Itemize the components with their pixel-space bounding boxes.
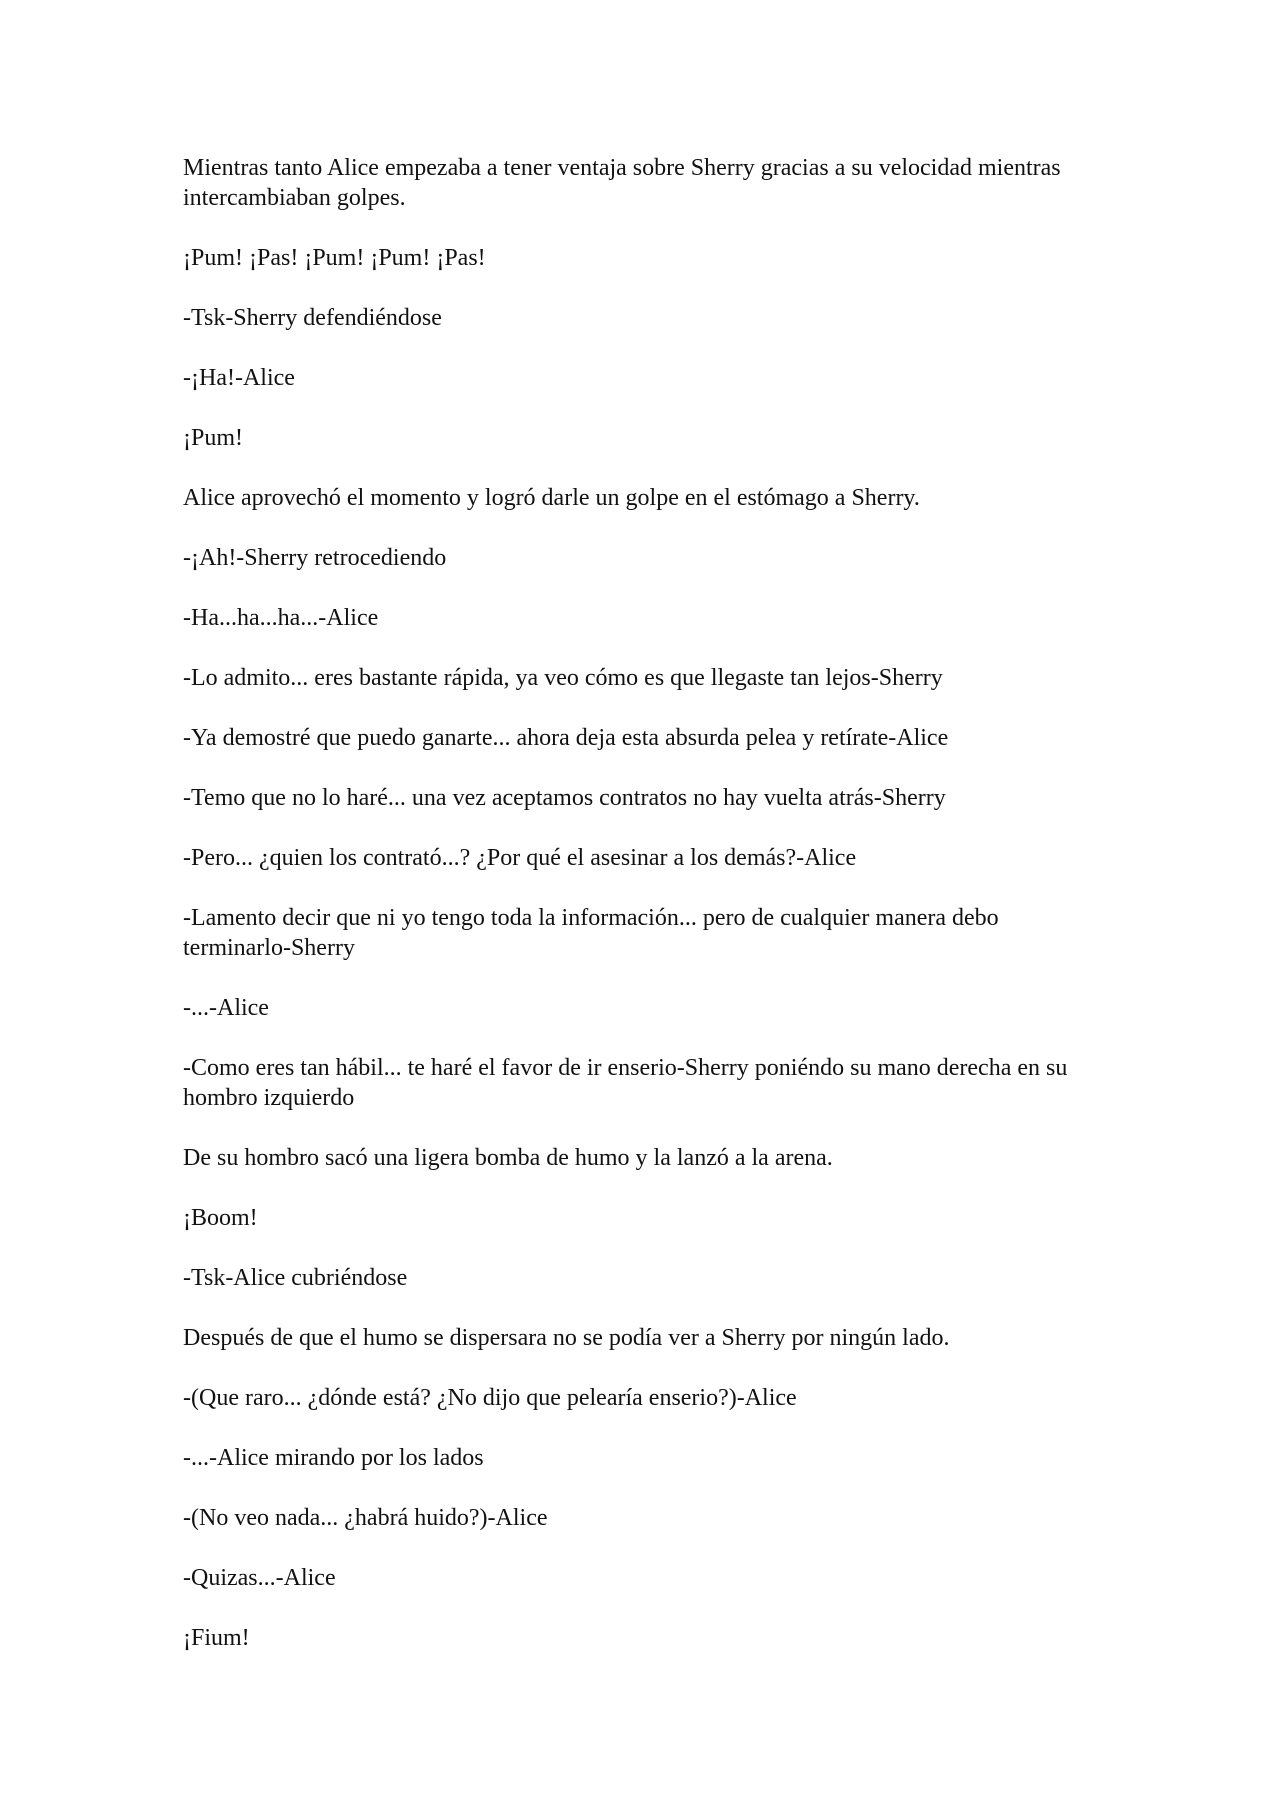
paragraph: -Temo que no lo haré... una vez aceptamos contratos no hay vuelta atrás-Sherry bbox=[183, 785, 946, 811]
paragraph: Mientras tanto Alice empezaba a tener ventaja sobre Sherry gracias a su velocidad mientras intercambiaban golpes. bbox=[183, 155, 1061, 211]
paragraph: ¡Pum! bbox=[183, 425, 243, 451]
paragraph: ¡Pum! ¡Pas! ¡Pum! ¡Pum! ¡Pas! bbox=[183, 245, 486, 271]
paragraph: -Lo admito... eres bastante rápida, ya veo cómo es que llegaste tan lejos-Sherry bbox=[183, 665, 943, 691]
paragraph: ¡Fium! bbox=[183, 1625, 250, 1651]
paragraph: -Quizas...-Alice bbox=[183, 1565, 336, 1591]
paragraph: -¡Ah!-Sherry retrocediendo bbox=[183, 545, 447, 571]
paragraph: -(No veo nada... ¿habrá huido?)-Alice bbox=[183, 1505, 548, 1531]
paragraph: -Tsk-Alice cubriéndose bbox=[183, 1265, 408, 1291]
paragraph: -Pero... ¿quien los contrató...? ¿Por qué el asesinar a los demás?-Alice bbox=[183, 845, 857, 871]
paragraph: Después de que el humo se dispersara no se podía ver a Sherry por ningún lado. bbox=[183, 1325, 950, 1351]
paragraph: ¡Boom! bbox=[183, 1205, 258, 1231]
paragraph: -Lamento decir que ni yo tengo toda la información... pero de cualquier manera debo terminarlo-Sherry bbox=[183, 905, 999, 961]
paragraph: De su hombro sacó una ligera bomba de humo y la lanzó a la arena. bbox=[183, 1145, 833, 1171]
paragraph: -Ya demostré que puedo ganarte... ahora deja esta absurda pelea y retírate-Alice bbox=[183, 725, 949, 751]
paragraph: -¡Ha!-Alice bbox=[183, 365, 295, 391]
paragraph: -Ha...ha...ha...-Alice bbox=[183, 605, 379, 631]
paragraph: -Como eres tan hábil... te haré el favor de ir enserio-Sherry poniéndo su mano derecha en su hombro izquierdo bbox=[183, 1055, 1068, 1111]
document-body bbox=[183, 153, 1083, 1683]
paragraph: -...-Alice bbox=[183, 995, 269, 1021]
paragraph: -...-Alice mirando por los lados bbox=[183, 1445, 484, 1471]
paragraph: -(Que raro... ¿dónde está? ¿No dijo que pelearía enserio?)-Alice bbox=[183, 1385, 797, 1411]
paragraph: Alice aprovechó el momento y logró darle un golpe en el estómago a Sherry. bbox=[183, 485, 920, 511]
paragraph: -Tsk-Sherry defendiéndose bbox=[183, 305, 442, 331]
